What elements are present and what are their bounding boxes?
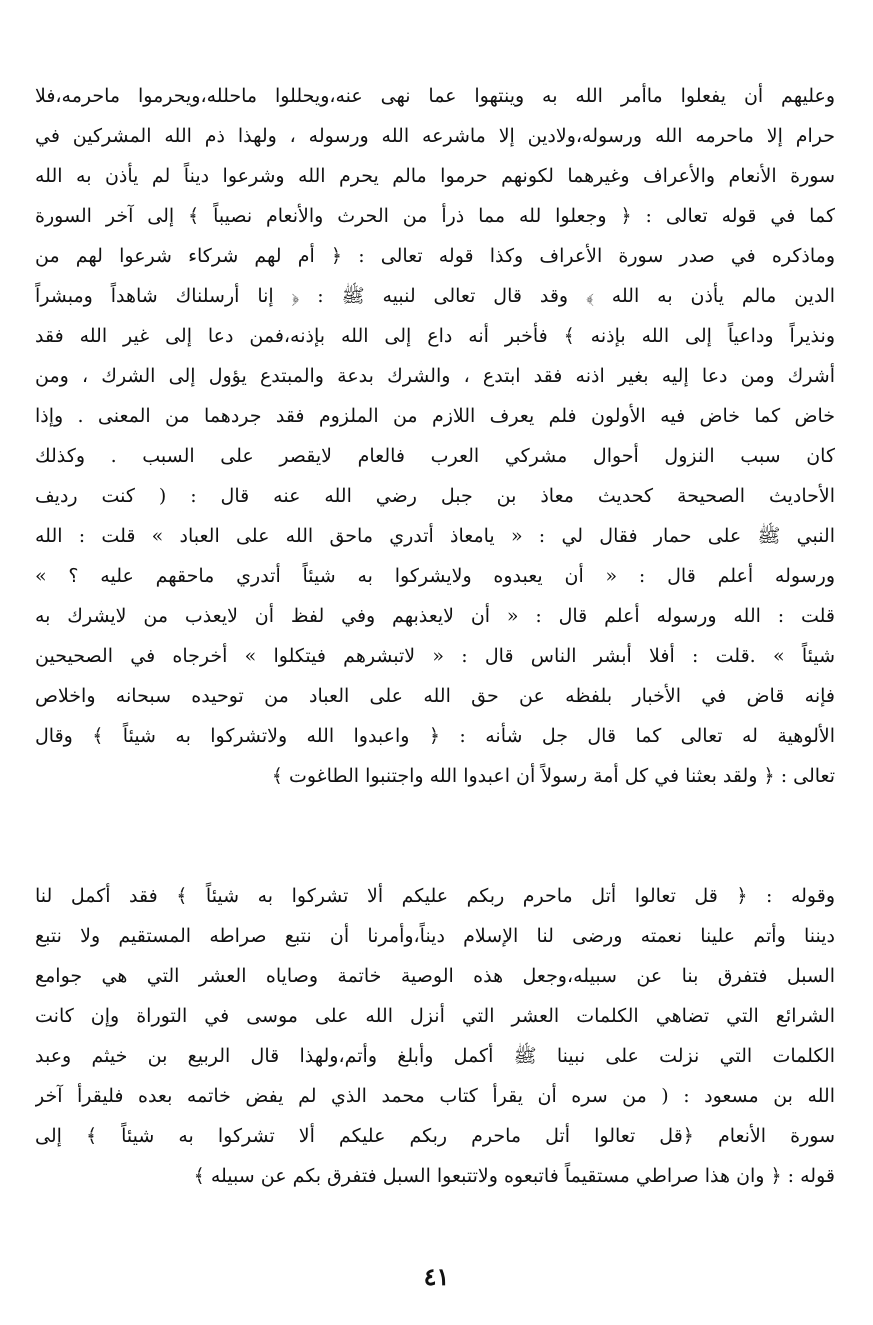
- text-line: ورسوله أعلم قال : « أن يعبدوه ولايشركوا به شيئاً أتدري ماحقهم عليه ؟ »: [35, 565, 835, 587]
- text-line: فإنه قاض في الأخبار بلفظه عن حق الله على العباد من توحيده سبحانه واخلاص: [35, 685, 835, 707]
- text-line: الشرائع التي تضاهي الكلمات العشر التي أنزل الله على موسى في التوراة وإن كانت: [35, 1005, 835, 1027]
- text-line: شيئاً » .قلت : أفلا أبشر الناس قال : « لاتبشرهم فيتكلوا » أخرجاه في الصحيحين: [35, 645, 835, 667]
- text-line: السبل فتفرق بنا عن سبيله،وجعل هذه الوصية خاتمة وصاياه العشر التي هي جوامع: [35, 965, 835, 987]
- text-line: النبي ﷺ على حمار فقال لي : « يامعاذ أتدري ماحق الله على العباد » قلت : الله: [35, 525, 835, 547]
- text-line: قوله : ﴿ وان هذا صراطي مستقيماً فاتبعوه ولاتتبعوا السبل فتفرق بكم عن سبيله ﴾: [193, 1165, 835, 1187]
- text-line: تعالى : ﴿ ولقد بعثنا في كل أمة رسولاً أن اعبدوا الله واجتنبوا الطاغوت ﴾: [271, 765, 835, 787]
- text-line: وماذكره في صدر سورة الأعراف وكذا قوله تعالى : ﴿ أم لهم شركاء شرعوا لهم من: [35, 245, 835, 267]
- text-line: سورة الأنعام والأعراف وغيرهما لكونهم حرموا مالم يحرم الله وشرعوا ديناً لم يأذن به الله: [35, 165, 835, 187]
- paragraph-1: [35, 76, 835, 796]
- text-line: الكلمات التي نزلت على نبينا ﷺ أكمل وأبلغ وأتم،ولهذا قال الربيع بن خيثم وعبد: [35, 1045, 835, 1067]
- text-line: حرام إلا ماحرمه الله ورسوله،ولادين إلا ماشرعه الله ورسوله ، ولهذا ذم الله المشركين في: [35, 125, 835, 147]
- text-line: كما في قوله تعالى : ﴿ وجعلوا لله مما ذرأ من الحرث والأنعام نصيباً ﴾ إلى آخر السورة: [35, 205, 835, 227]
- text-line: سورة الأنعام ﴿قل تعالوا أتل ماحرم ربكم عليكم ألا تشركوا به شيئاً ﴾ إلى: [35, 1125, 835, 1147]
- text-line: وعليهم أن يفعلوا ماأمر الله به وينتهوا عما نهى عنه،ويحللوا ماحلله،ويحرموا ماحرمه،فلا: [35, 85, 835, 107]
- text-line: خاض كما خاض فيه الأولون فلم يعرف اللازم من الملزوم فقد جردهما من المعنى . وإذا: [35, 405, 835, 427]
- text-line: ونذيراً وداعياً إلى الله بإذنه ﴾ فأخبر أنه داع إلى الله بإذنه،فمن دعا إلى غير الله فقد: [35, 325, 835, 347]
- text-line: الألوهية له تعالى كما قال جل شأنه : ﴿ واعبدوا الله ولاتشركوا به شيئاً ﴾ وقال: [35, 725, 835, 747]
- page-number: ٤١: [423, 1262, 450, 1291]
- text-line: الدين مالم يأذن به الله ﴾ وقد قال تعالى لنبيه ﷺ : ﴿ إنا أرسلناك شاهداً ومبشراً: [35, 285, 835, 307]
- text-line: الله بن مسعود : ( من سره أن يقرأ كتاب محمد الذي لم يفض خاتمه بعده فليقرأ آخر: [35, 1085, 835, 1107]
- text-line: كان سبب النزول أحوال مشركي العرب فالعام لايقصر على السبب . وكذلك: [35, 445, 835, 467]
- text-line: وقوله : ﴿ قل تعالوا أتل ماحرم ربكم عليكم ألا تشركوا به شيئاً ﴾ فقد أكمل لنا: [35, 885, 835, 907]
- text-line: أشرك ومن دعا إليه بغير اذنه فقد ابتدع ، والشرك بدعة والمبتدع يؤول إلى الشرك ، ومن: [35, 365, 835, 387]
- text-line: ديننا وأتم علينا نعمته ورضى لنا الإسلام ديناً،وأمرنا أن نتبع صراطه المستقيم ولا نتبع: [35, 925, 835, 947]
- paragraph-2: [35, 876, 835, 1196]
- text-line: قلت : الله ورسوله أعلم قال : « أن لايعذبهم وفي لفظ أن لايعذب من لايشرك به: [35, 605, 835, 627]
- text-line: الأحاديث الصحيحة كحديث معاذ بن جبل رضي الله عنه قال : ( كنت رديف: [35, 485, 835, 507]
